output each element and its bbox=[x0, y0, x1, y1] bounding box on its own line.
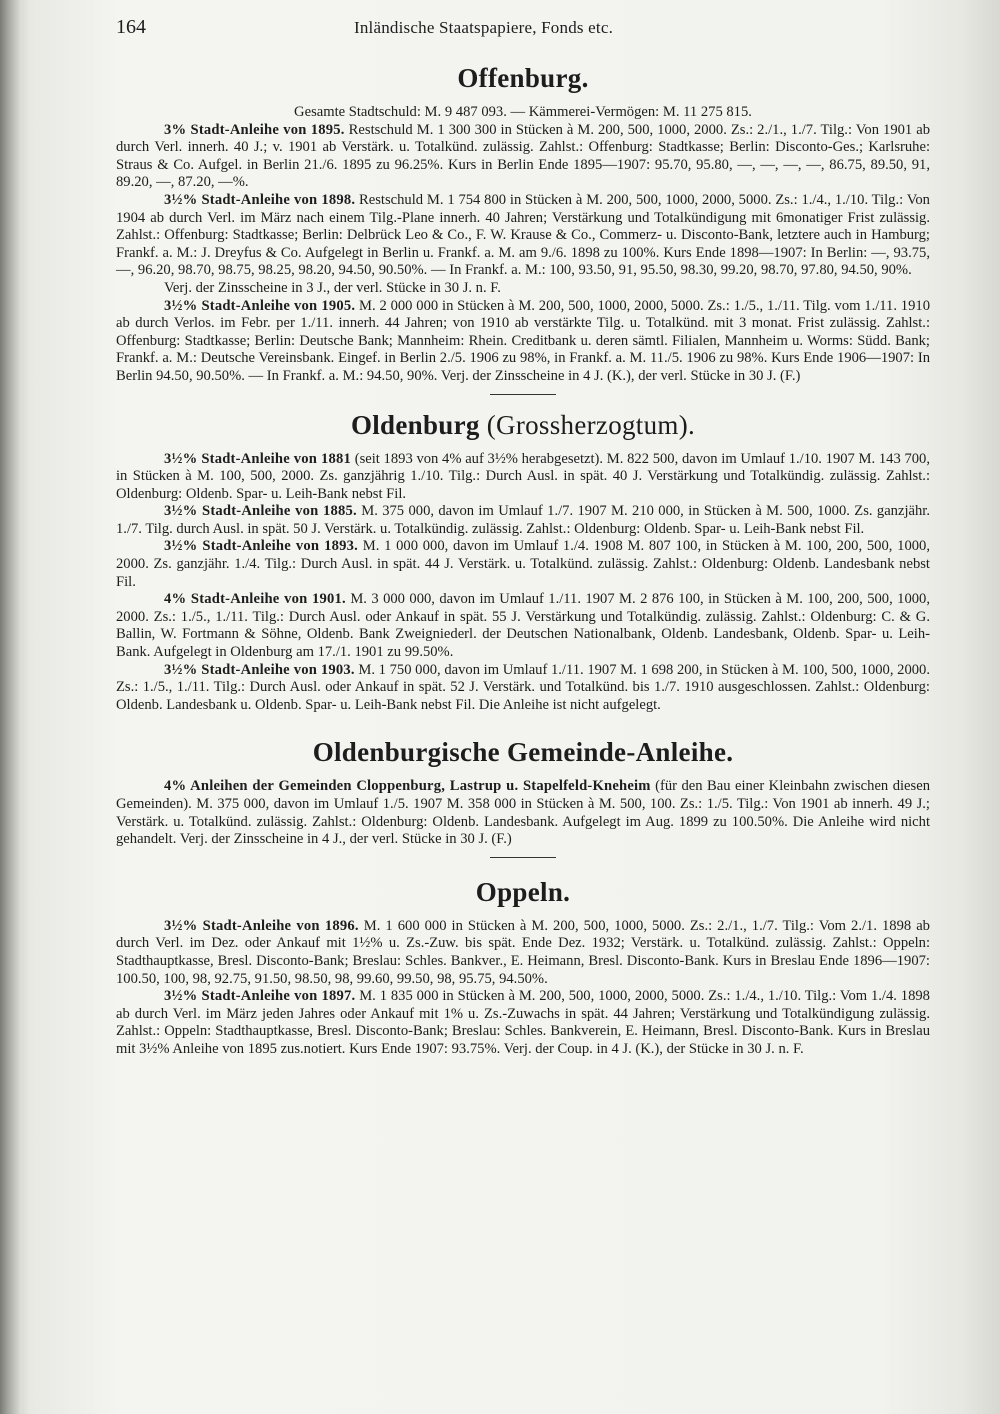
loan-entry-1885 bbox=[116, 503, 930, 538]
loan-text: M. 1 750 000, davon im Umlauf 1./11. 1907 M. 1 698 200, in Stücken à M. 100, 500, 1000, 2000. Zs.: 1./5., 1./11. Tilg.: Durch Ausl. oder Ankauf in spät. 52 J. Verstärk. und Totalkünd. bis 1./7. 1910 ausgeschlossen. Zahlst.: Oldenburg: Oldenb. Landesbank u. Oldenb. Spar- u. Leih-Bank nebst Fil. Die Anleihe ist nicht aufgelegt. bbox=[116, 661, 930, 713]
loan-entry-1896 bbox=[116, 918, 930, 988]
loan-text: M. 3 000 000, davon im Umlauf 1./11. 1907 M. 2 876 100, in Stücken à M. 100, 200, 500, 1000, 2000. Zs.: 1./5., 1./11. Tilg.: Durch Ausl. oder Ankauf in spät. 55 J. Verstärkung und Totalkündig. zulässig. Zahlst.: Oldenburg: C. & G. Ballin, W. Fortmann & Söhne, Oldenb. Bank Zweigniederl. der Deutschen Nationalbank, Oldenb. Landesbank, Oldenb. Spar- u. Leih-Bank. Aufgelegt in Oldenburg am 17./1. 1901 zu 99.50%. bbox=[116, 591, 931, 661]
loan-heading: 3½% Stadt-Anleihe von 1905. bbox=[164, 297, 356, 314]
loan-text: (seit 1893 von 4% auf 3½% herabgesetzt). M. 822 500, davon im Umlauf 1./10. 1907 M. 143 700, in Stücken à M. 100, 500, 2000. Zs. ganzjährig 1./10. Tilg.: Durch Ausl. in spät. 40 J. Verstärkung und Totalkündig. zulässig. Zahlst.: Oldenburg: Oldenb. Spar- u. Leih-Bank nebst Fil. bbox=[116, 450, 931, 502]
summary-line: Gesamte Stadtschuld: M. 9 487 093. — Kämmerei-Vermögen: M. 11 275 815. bbox=[294, 104, 752, 120]
loan-entry-1893 bbox=[116, 538, 930, 591]
loan-heading: 3½% Stadt-Anleihe von 1885. bbox=[164, 503, 357, 520]
loan-entry-1901 bbox=[116, 591, 930, 661]
loan-text: (für den Bau einer Kleinbahn zwischen diesen Gemeinden). M. 375 000, davon im Umlauf 1./5. 1907 M. 358 000 in Stücken à M. 500, 100. Zs.: 1./5. Tilg.: Von 1901 ab innerh. 49 J.; Verstärk. u. Totalkünd. zulässig. Zahlst.: Oldenburg: Oldenb. Landesbank. Aufgelegt im Aug. 1899 zu 100.50%. Die Anleihe wird nicht gehandelt. Verj. der Zinsscheine in 4 J., der verl. Stücke in 30 J. (F.) bbox=[116, 778, 930, 848]
loan-text: M. 1 000 000, davon im Umlauf 1./4. 1908 M. 807 100, in Stücken à M. 100, 200, 500, 1000, 2000. Zs. ganzjähr. 1./4. Tilg.: Durch Ausl. in spät. 44 J. Verstärk. u. Totalkünd. zulässig. Zahlst.: Oldenburg: Oldenb. Landesbank nebst Fil. bbox=[116, 538, 930, 590]
loan-text: M. 375 000, davon im Umlauf 1./7. 1907 M. 210 000, in Stücken à M. 500, 1000. Zs. ganzjähr. 1./7. Tilg. durch Ausl. in spät. 50 J. Verstärk. u. Totalkündig. zulässig. Zahlst.: Oldenburg: Oldenb. Spar- u. Leih-Bank nebst Fil. bbox=[116, 503, 930, 537]
section-gemeinde-anleihe bbox=[116, 736, 930, 857]
loan-heading: 3½% Stadt-Anleihe von 1881 bbox=[164, 450, 351, 467]
loan-entry-1881 bbox=[116, 451, 930, 504]
loan-text: Restschuld M. 1 754 800 in Stücken à M. 200, 500, 1000, 2000, 5000. Zs.: 1./4., 1./10. Tilg.: Von 1904 ab durch Verl. im März nach einem Tilg.-Plane innerh. 40 Jahren; Verstärkung und Totalkündigung mit 6monatiger Frist zulässig. Zahlst.: Offenburg: Stadtkasse; Berlin: Delbrück Leo & Co., F. W. Krause & Co., Commerz- u. Disconto-Bank, letztere auch in Hamburg; Frankf. a. M.: J. Dreyfus & Co. Aufgelegt in Berlin u. Frankf. a. M. am 9./6. 1898 zu 100%. Kurs Ende 1898—1907: In Berlin: —, 93.75, —, 96.20, 98.70, 98.75, 98.25, 98.20, 94.50, 90.50%. — In Frankf. a. M.: 100, 93.50, 91, 95.50, 98.30, 99.20, 98.70, 97.80, 94.50, 90%. bbox=[116, 191, 930, 279]
expiry-note: Verj. der Zinsscheine in 3 J., der verl. Stücke in 30 J. n. F. bbox=[164, 279, 501, 296]
page-body bbox=[116, 62, 930, 1059]
loan-entry-gemeinden bbox=[116, 778, 930, 848]
loan-heading: 4% Stadt-Anleihe von 1901. bbox=[164, 591, 346, 608]
running-title: Inländische Staatspapiere, Fonds etc. bbox=[354, 18, 614, 37]
loan-heading: 3% Stadt-Anleihe von 1895. bbox=[164, 121, 345, 138]
loan-heading: 3½% Stadt-Anleihe von 1896. bbox=[164, 917, 359, 934]
loan-heading: 3½% Stadt-Anleihe von 1903. bbox=[164, 661, 355, 678]
loan-heading: 3½% Stadt-Anleihe von 1898. bbox=[164, 191, 356, 208]
loan-text: M. 2 000 000 in Stücken à M. 200, 500, 1000, 2000, 5000. Zs.: 1./5., 1./11. Tilg. vom 1./11. 1910 ab durch Verlos. im Febr. per 1./11. innerh. 44 Jahren; von 1910 ab verstärkte Tilg. u. Totalkünd. mit 3 monat. Frist zulässig. Zahlst.: Offenburg: Stadtkasse; Berlin: Deutsche Bank; Mannheim: Rhein. Creditbank u. deren sämtl. Filialen, Mannheim u. Worms: Südd. Bank; Frankf. a. M.: Deutsche Vereinsbank. Eingef. in Berlin 2./5. 1906 zu 98%, in Frankf. a. M. 11./5. 1906 zu 98%. Kurs Ende 1906—1907: In Berlin 94.50, 90.50%. — In Frankf. a. M.: 94.50, 90%. Verj. der Zinsscheine in 4 J. (K.), der verl. Stücke in 30 J. (F.) bbox=[116, 297, 930, 384]
section-title-gemeinde: Oldenburgische Gemeinde-Anleihe. bbox=[312, 737, 734, 768]
loan-heading: 3½% Stadt-Anleihe von 1893. bbox=[164, 538, 358, 555]
section-oldenburg bbox=[116, 409, 930, 715]
loan-heading: 3½% Stadt-Anleihe von 1897. bbox=[164, 988, 356, 1005]
section-title-oldenburg bbox=[116, 409, 930, 441]
loan-heading: 4% Anleihen der Gemeinden Cloppenburg, Lastrup u. Stapelfeld-Kneheim bbox=[164, 778, 651, 795]
loan-entry-1897 bbox=[116, 988, 930, 1058]
loan-entry-1903 bbox=[116, 662, 930, 715]
section-title-oppeln: Oppeln. bbox=[475, 876, 571, 907]
section-title-text: Oldenburg bbox=[350, 409, 480, 440]
page-header bbox=[116, 16, 716, 46]
loan-text: M. 1 835 000 in Stücken à M. 200, 500, 1000, 2000, 5000. Zs.: 1./4., 1./10. Tilg.: Vom 1./4. 1898 ab durch Verl. im März jeden Jahres oder Ankauf mit 1% u. Zs.-Zuwachs in spät. 44 Jahren; Verstärkung und Totalkündigung zulässig. Zahlst.: Oppeln: Stadthauptkasse, Bresl. Disconto-Bank; Breslau: Schles. Bankverein, E. Heimann, Bresl. Disconto-Bank. Kurs in Breslau mit 3½% Anleihe von 1895 zus.notiert. Kurs Ende 1907: 93.75%. Verj. der Coup. in 4 J. (K.), der Stücke in 30 J. n. F. bbox=[116, 988, 930, 1057]
loan-entry-1898 bbox=[116, 192, 930, 280]
section-oppeln bbox=[116, 876, 930, 1059]
loan-entry-1905 bbox=[116, 298, 930, 386]
loan-text: M. 1 600 000 in Stücken à M. 200, 500, 1000, 5000. Zs.: 2./1., 1./7. Tilg.: Vom 2./1. 1898 ab durch Verl. im Dez. oder Ankauf mit 1½% u. Zs.-Zuw. bis spät. Ende Dez. 1932; Verstärk. u. Totalkünd. zulässig. Zahlst.: Oppeln: Stadthauptkasse, Bresl. Disconto-Bank; Breslau: Schles. Bankver., E. Heimann, Bresl. Disconto-Bank. Kurs in Breslau Ende 1896—1907: 100.50, 100, 98, 92.75, 91.50, 98.50, 98, 99.60, 99.50, 98, 95.75, 94.50%. bbox=[116, 917, 930, 987]
binding-gutter-shadow bbox=[0, 0, 22, 1414]
section-subtitle: (Grossherzogtum). bbox=[486, 409, 696, 440]
loan-entry-1895 bbox=[116, 122, 930, 192]
page-number: 164 bbox=[116, 16, 146, 38]
section-divider bbox=[490, 857, 556, 858]
section-offenburg bbox=[116, 62, 930, 395]
section-divider bbox=[490, 394, 556, 395]
loan-text: Restschuld M. 1 300 300 in Stücken à M. 200, 500, 1000, 2000. Zs.: 2./1., 1./7. Tilg.: Von 1901 ab durch Verl. innerh. 40 J.; v. 1901 ab Verstärk. u. Totalkünd. zulässig. Zahlst.: Offenburg: Stadtkasse; Berlin: Disconto-Ges.; Karlsruhe: Straus & Co. Aufgel. in Berlin 21./6. 1895 zu 96.25%. Kurs in Berlin Ende 1895—1907: 95.70, 95.80, —, —, —, —, 86.75, 89.50, 91, 89.20, —, 87.20, —%. bbox=[116, 121, 931, 191]
section-title-offenburg: Offenburg. bbox=[457, 63, 589, 93]
